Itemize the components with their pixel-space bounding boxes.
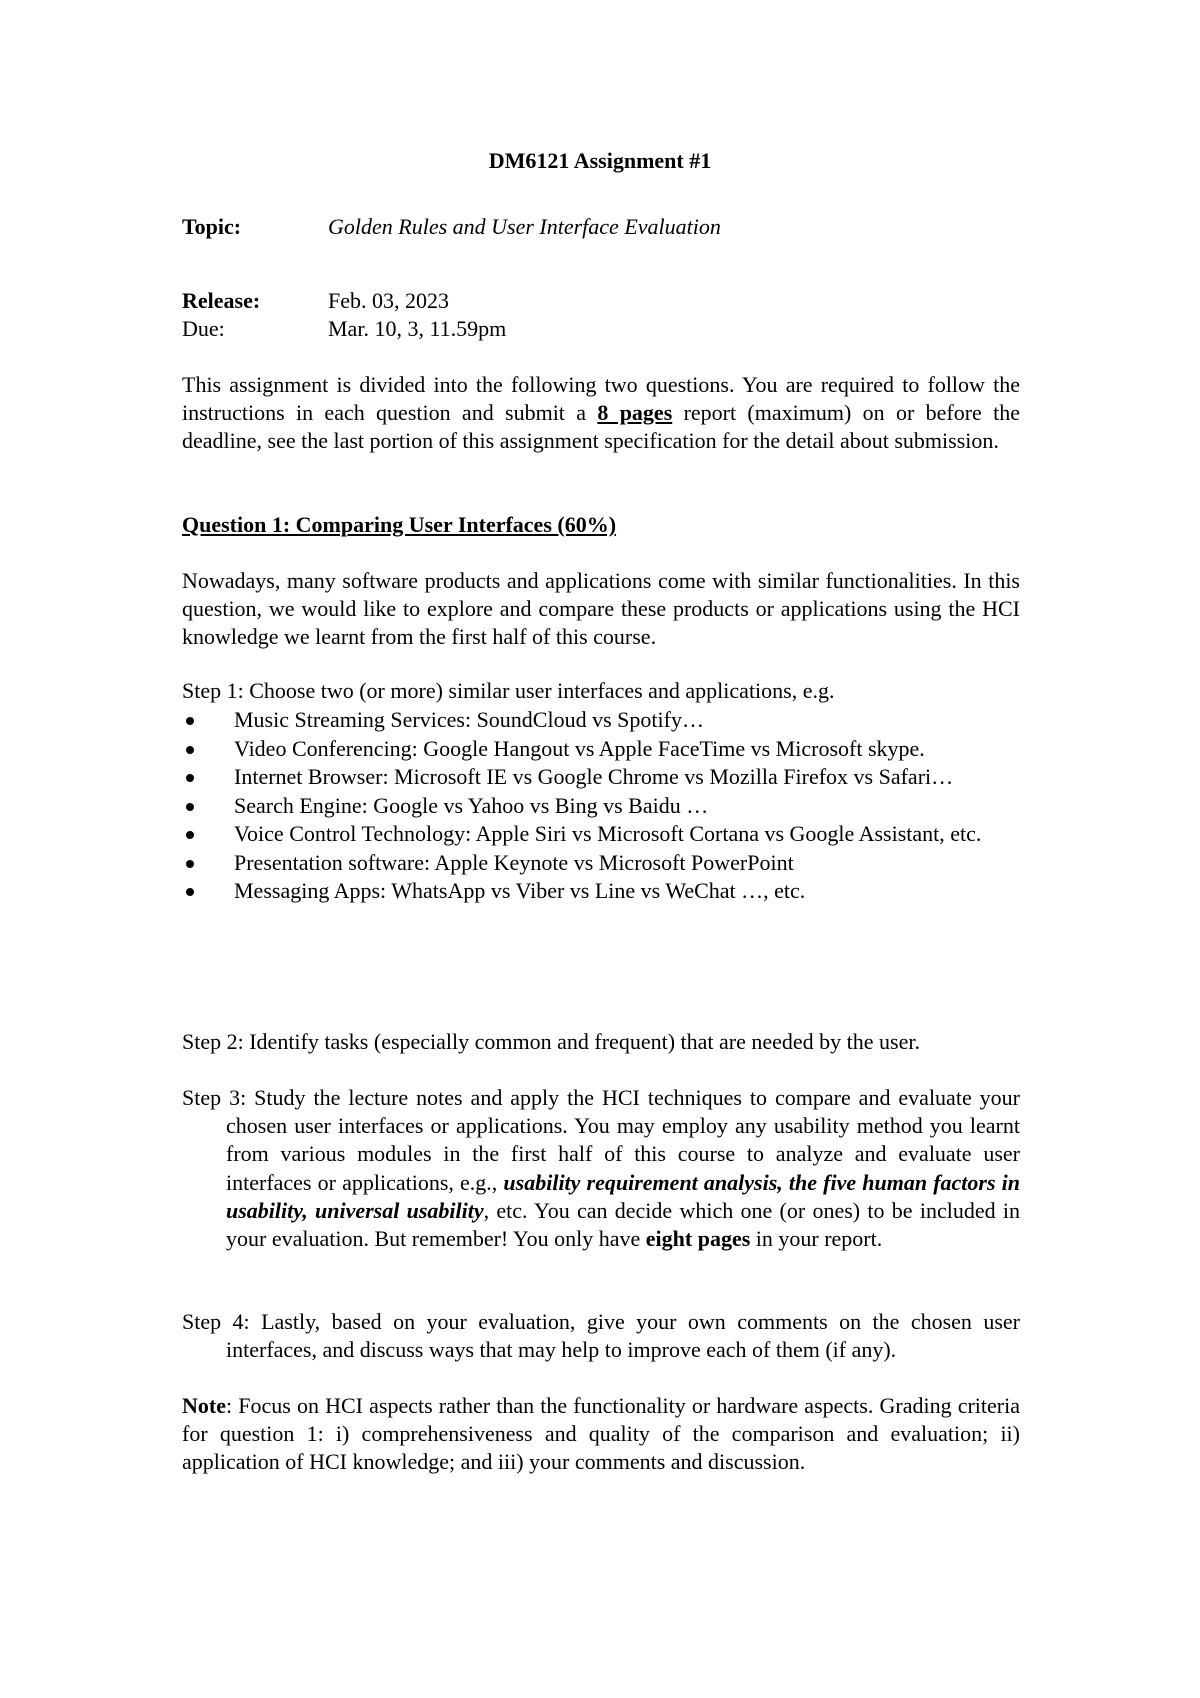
- topic-value: Golden Rules and User Interface Evaluation: [328, 214, 721, 239]
- bullet-icon: [186, 746, 194, 754]
- list-item: Search Engine: Google vs Yahoo vs Bing vs Baidu …: [234, 792, 1020, 821]
- bullet-icon: [186, 774, 194, 782]
- note-label: Note: [182, 1393, 226, 1418]
- bullet-icon: [186, 860, 194, 868]
- step-3-paragraph: Step 3: Study the lecture notes and apply the HCI techniques to compare and evaluate your chosen user interfaces or applications. You may employ any usability method you learnt from various modules in the first half of this course to analyze and evaluate user interfaces or applications, e.g., usability requirement analysis, the five human factors in usability, universal usability, etc. You can decide which one (or ones) to be included in your evaluation. But remember! You only have eight pages in your report.: [182, 1085, 1020, 1252]
- page-title: DM6121 Assignment #1: [488, 148, 712, 173]
- intro-page-limit: 8 pages: [597, 400, 673, 426]
- bullet-icon: [186, 717, 194, 725]
- list-item: Video Conferencing: Google Hangout vs Apple FaceTime vs Microsoft skype.: [234, 735, 1020, 764]
- list-item: Voice Control Technology: Apple Siri vs Microsoft Cortana vs Google Assistant, etc.: [234, 820, 1020, 849]
- step-4-paragraph: Step 4: Lastly, based on your evaluation, give your own comments on the chosen user interfaces, and discuss ways that may help to improve each of them (if any).: [182, 1309, 1020, 1363]
- intro-paragraph: [182, 371, 1020, 456]
- question-1-intro: Nowadays, many software products and applications come with similar functionalities. In this question, we would like to explore and compare these products or applications using the HCI knowledge we learnt from the first half of this course.: [182, 568, 1020, 650]
- release-value: Feb. 03, 2023: [328, 288, 449, 313]
- topic-label: Topic:: [182, 214, 242, 239]
- list-item: Internet Browser: Microsoft IE vs Google Chrome vs Mozilla Firefox vs Safari…: [234, 763, 1020, 792]
- bullet-icon: [186, 803, 194, 811]
- bullet-icon: [186, 831, 194, 839]
- note-text: : Focus on HCI aspects rather than the functionality or hardware aspects. Grading criteria for question 1: i) comprehensiveness and quality of the comparison and evaluation; ii) application of HCI knowledge; and iii) your comments and discussion.: [182, 1393, 1020, 1475]
- question-1-heading: Question 1: Comparing User Interfaces (60%): [182, 512, 617, 537]
- intro-text-b: report (maximum) on or before the deadline, see the last portion of this assignment specification for the detail about submission.: [182, 400, 1020, 454]
- step-3-page-limit: eight pages: [645, 1226, 751, 1252]
- step-3-emphasis-1: usability requirement analysis: [503, 1169, 778, 1195]
- due-value: Mar. 10, 3, 11.59pm: [328, 316, 507, 341]
- due-label: Due:: [182, 316, 225, 341]
- list-item: Music Streaming Services: SoundCloud vs Spotify…: [234, 706, 1020, 735]
- list-item: Messaging Apps: WhatsApp vs Viber vs Line vs WeChat …, etc.: [234, 877, 1020, 906]
- note-paragraph: [182, 1392, 1020, 1477]
- step-3-emphasis-3: universal usability: [314, 1197, 484, 1223]
- list-item: Presentation software: Apple Keynote vs Microsoft PowerPoint: [234, 849, 1020, 878]
- bullet-icon: [186, 888, 194, 896]
- step-1-text: Step 1: Choose two (or more) similar user interfaces and applications, e.g.: [182, 678, 835, 703]
- intro-text-a: This assignment is divided into the following two questions. You are required to follow the instructions in each question and submit a: [182, 372, 1020, 426]
- release-label: Release:: [182, 288, 261, 313]
- examples-list: [234, 706, 1020, 906]
- step-3-emphasis-2: the five human factors in usability: [226, 1169, 1020, 1223]
- step-2-text: Step 2: Identify tasks (especially common and frequent) that are needed by the user.: [182, 1029, 920, 1054]
